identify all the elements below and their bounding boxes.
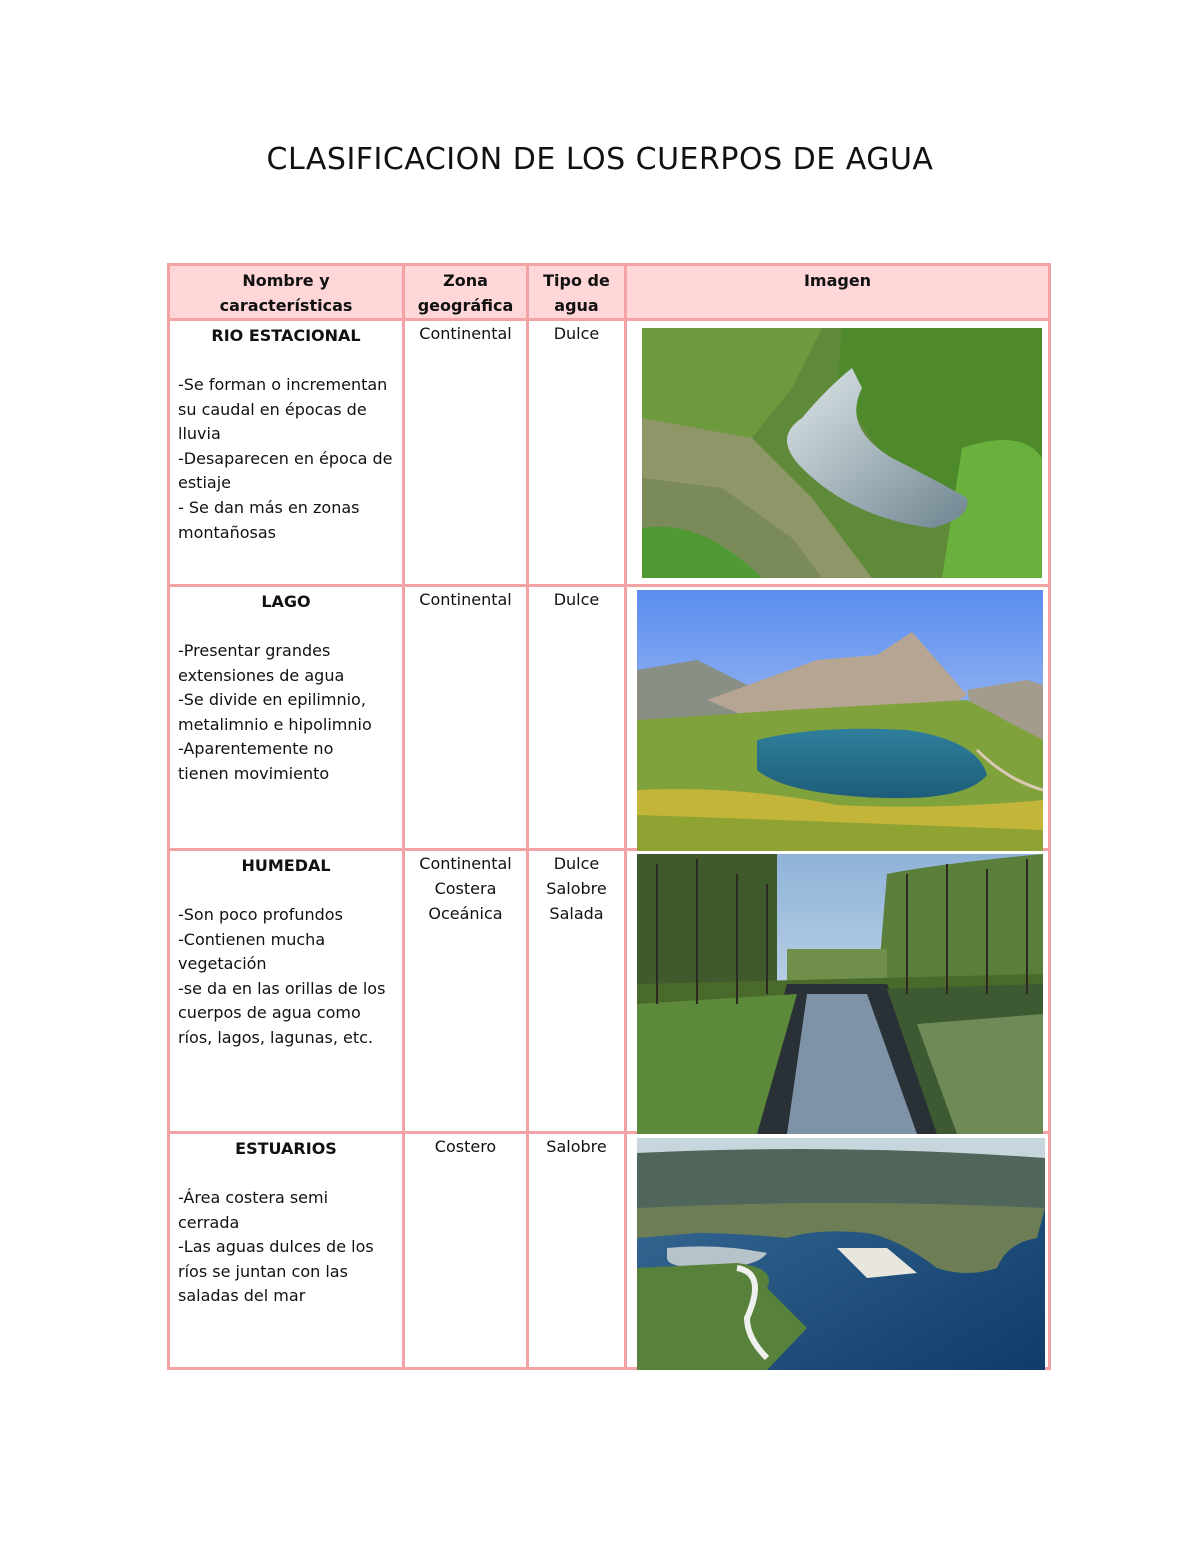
- table-header-row: [169, 265, 1050, 320]
- row-title: HUMEDAL: [241, 856, 331, 875]
- header-zone: Zona geográfica: [404, 265, 528, 320]
- header-image: Imagen: [626, 265, 1050, 320]
- image-cell: [626, 586, 1050, 850]
- zone-cell: Continental: [404, 320, 528, 586]
- page-title: CLASIFICACION DE LOS CUERPOS DE AGUA: [266, 142, 934, 177]
- water-type-cell: Dulce: [528, 586, 626, 850]
- header-water-type: Tipo de agua: [528, 265, 626, 320]
- water-type-cell: Salobre: [528, 1133, 626, 1369]
- coastal-estuary-aerial-photo: [637, 1138, 1045, 1370]
- water-type-cell: Dulce: [528, 320, 626, 586]
- name-cell: [169, 586, 404, 850]
- zone-cell: Costero: [404, 1133, 528, 1369]
- row-title: LAGO: [261, 592, 311, 611]
- river-canyon-photo: [642, 328, 1042, 578]
- row-description: -Se forman o incrementan su caudal en épocas de lluvia -Desaparecen en época de estiaje - Se dan más en zonas montañosas: [178, 375, 393, 542]
- image-cell: [626, 320, 1050, 586]
- row-description: -Área costera semi cerrada -Las aguas dulces de los ríos se juntan con las saladas del mar: [178, 1188, 374, 1306]
- water-type-cell: Dulce Salobre Salada: [528, 850, 626, 1133]
- name-cell: [169, 320, 404, 586]
- zone-cell: Continental: [404, 586, 528, 850]
- image-cell: [626, 1133, 1050, 1369]
- wetland-trees-photo: [637, 854, 1043, 1134]
- name-cell: [169, 1133, 404, 1369]
- row-description: -Presentar grandes extensiones de agua -Se divide en epilimnio, metalimnio e hipolimnio -Aparentemente no tienen movimiento: [178, 641, 372, 783]
- row-title: ESTUARIOS: [235, 1139, 337, 1158]
- water-bodies-table: [167, 263, 1051, 1370]
- table-row: [169, 586, 1050, 850]
- table-row: [169, 850, 1050, 1133]
- image-cell: [626, 850, 1050, 1133]
- header-name: Nombre y características: [169, 265, 404, 320]
- table-row: [169, 1133, 1050, 1369]
- row-title: RIO ESTACIONAL: [211, 326, 361, 345]
- row-description: -Son poco profundos -Contienen mucha vegetación -se da en las orillas de los cuerpos de agua como ríos, lagos, lagunas, etc.: [178, 905, 386, 1047]
- name-cell: [169, 850, 404, 1133]
- mountain-lake-photo: [637, 590, 1043, 851]
- zone-cell: Continental Costera Oceánica: [404, 850, 528, 1133]
- table-row: [169, 320, 1050, 586]
